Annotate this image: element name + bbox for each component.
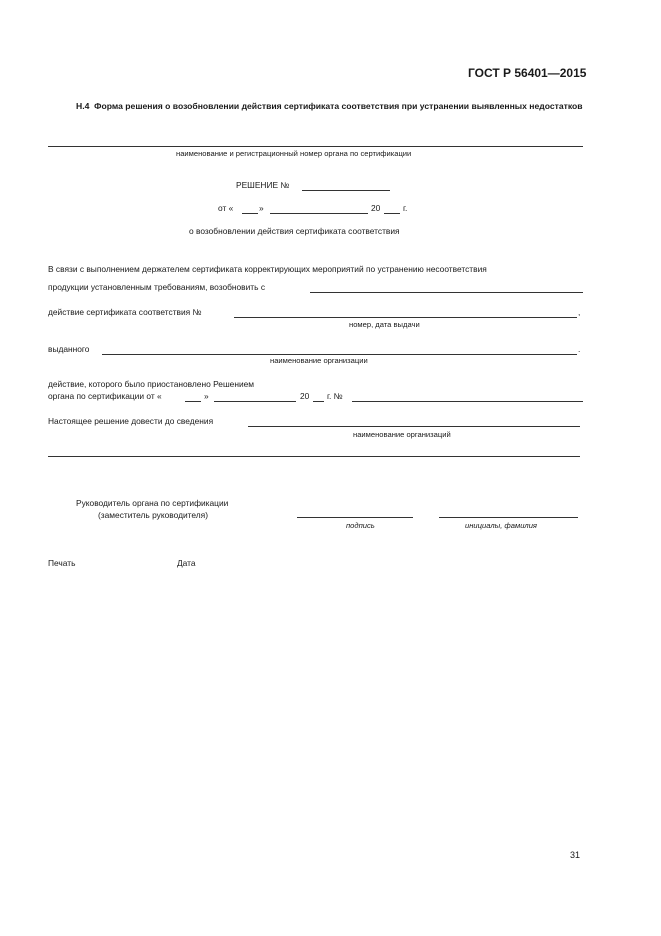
body-line-7: Настоящее решение довести до сведения: [48, 416, 214, 426]
suspension-decision-number-field[interactable]: [352, 401, 583, 402]
body-line-3-end: ,: [578, 307, 581, 317]
body-line-6c: 20: [300, 391, 310, 401]
issued-to-field[interactable]: [102, 354, 577, 355]
certificate-number-caption: номер, дата выдачи: [349, 320, 420, 329]
signature-caption: подпись: [346, 521, 375, 530]
decision-date-mid: »: [259, 203, 264, 213]
name-caption: инициалы, фамилия: [465, 521, 537, 530]
body-line-6d: г. №: [327, 391, 343, 401]
stamp-label: Печать: [48, 558, 76, 568]
body-line-6a: органа по сертификации от «: [48, 391, 162, 401]
decision-number-field[interactable]: [302, 190, 390, 191]
org-name-caption: наименование и регистрационный номер органа по сертификации: [176, 149, 412, 158]
organization-caption: наименование организации: [270, 356, 368, 365]
body-line-3: действие сертификата соответствия №: [48, 307, 202, 317]
notify-organizations-field-2[interactable]: [48, 456, 580, 457]
section-heading: [48, 100, 588, 113]
decision-date-prefix: от «: [218, 203, 234, 213]
suspension-day-field[interactable]: [185, 401, 201, 402]
decision-month-field[interactable]: [270, 213, 368, 214]
certificate-number-field[interactable]: [234, 317, 577, 318]
resume-date-field[interactable]: [310, 292, 583, 293]
signature-field[interactable]: [297, 517, 413, 518]
decision-year-prefix: 20: [371, 203, 381, 213]
section-title: Форма решения о возобновлении действия сертификата соответствия при устранении выявленных недостатков: [94, 101, 583, 111]
suspension-month-field[interactable]: [214, 401, 296, 402]
body-line-4: выданного: [48, 344, 90, 354]
organizations-caption: наименование организаций: [353, 430, 451, 439]
body-line-1: В связи с выполнением держателем сертификата корректирующих мероприятий по устранению несоответствия: [48, 264, 487, 274]
decision-day-field[interactable]: [242, 213, 258, 214]
decision-title: РЕШЕНИЕ №: [236, 180, 290, 190]
body-line-5: действие, которого было приостановлено Решением: [48, 379, 255, 389]
body-line-4-end: .: [578, 344, 581, 354]
date-label: Дата: [177, 558, 196, 568]
notify-organizations-field[interactable]: [248, 426, 580, 427]
signatory-role-line-2: (заместитель руководителя): [98, 510, 208, 520]
standard-designation: ГОСТ Р 56401—2015: [468, 66, 587, 80]
body-line-2: продукции установленным требованиям, возобновить с: [48, 282, 266, 292]
decision-year-suffix: г.: [403, 203, 408, 213]
suspension-year-field[interactable]: [313, 401, 324, 402]
page-number: 31: [570, 850, 581, 860]
section-number: Н.4: [76, 101, 90, 111]
decision-subject: о возобновлении действия сертификата соответствия: [189, 226, 400, 236]
name-field[interactable]: [439, 517, 578, 518]
decision-year-field[interactable]: [384, 213, 400, 214]
org-name-field[interactable]: [48, 146, 583, 147]
body-line-6b: »: [204, 391, 209, 401]
signatory-role-line-1: Руководитель органа по сертификации: [76, 498, 229, 508]
